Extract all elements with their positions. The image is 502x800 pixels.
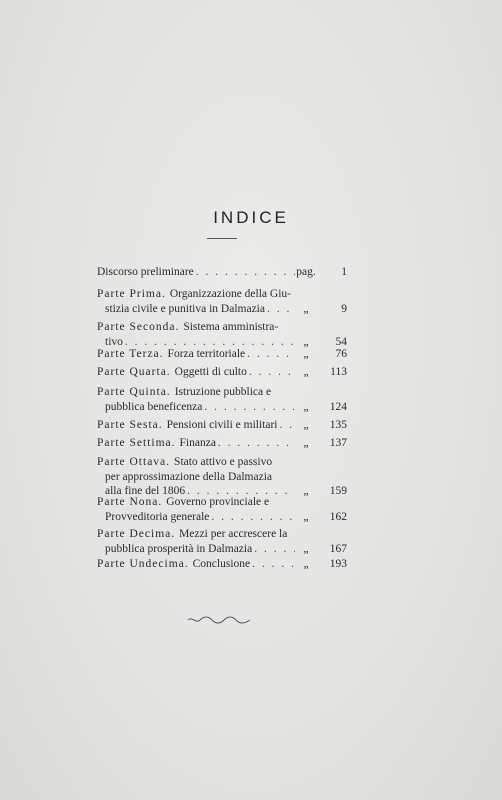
dot-leader (247, 365, 295, 380)
toc-entry-text: stizia civile e punitiva in Dalmazia (105, 302, 265, 315)
toc-entry-text: Mezzi per accrescere la (179, 528, 288, 540)
toc-ditto: „ (303, 437, 309, 449)
title-rule (207, 238, 237, 239)
toc-part-label: Parte Undecima. (97, 558, 189, 570)
toc-entry-text: Discorso preliminare (97, 266, 194, 278)
toc-part-label: Parte Quinta. (97, 386, 171, 398)
toc-entry-text: Sistema amministra- (183, 321, 279, 333)
toc-entry (97, 557, 347, 572)
toc-page-number: 159 (329, 485, 347, 497)
toc-page-number: 54 (335, 335, 347, 348)
toc-entry-text: Finanza (179, 437, 216, 449)
toc-entry-text: tivo (105, 335, 123, 348)
toc-part-label: Parte Ottava. (97, 456, 171, 468)
toc-ditto: pag. (296, 266, 316, 278)
toc-part-label: Parte Nona. (97, 496, 163, 508)
toc-entry-text: Provveditoria generale (105, 510, 210, 523)
toc-entry (97, 385, 347, 414)
toc-part-label: Parte Quarta. (97, 366, 171, 378)
toc-entry-text: pubblica beneficenza (105, 400, 203, 413)
toc-entry (97, 418, 347, 433)
toc-page-number: 124 (329, 400, 347, 413)
dot-leader (216, 436, 295, 451)
toc-part-label: Parte Sesta. (97, 419, 163, 431)
dot-leader (252, 542, 295, 557)
toc-ditto: „ (303, 542, 309, 555)
dot-leader (250, 557, 295, 572)
toc-page-number: 113 (330, 366, 347, 378)
toc-entry (97, 527, 347, 556)
toc-entry-text: Istruzione pubblica e (174, 386, 272, 398)
toc-entry-text: Conclusione (192, 558, 251, 570)
toc-entry-text: Pensioni civili e militari (166, 419, 278, 431)
dot-leader (245, 347, 295, 362)
toc-entry-text: Forza territoriale (167, 348, 246, 360)
toc-ditto: „ (303, 335, 309, 348)
toc-entry-text: Organizzazione della Giu- (169, 288, 291, 300)
toc-entry-text: Oggetti di culto (174, 366, 247, 378)
toc-page-number: 1 (341, 266, 347, 278)
toc-part-label: Parte Prima. (97, 288, 166, 300)
toc-entry-text: Stato attivo e passivo (174, 456, 273, 468)
toc-entry (97, 365, 347, 380)
toc-entry-text: pubblica prosperità in Dalmazia (105, 542, 253, 555)
toc-entry (97, 265, 347, 280)
toc-entry-text: per approssimazione della Dalmazia (105, 470, 272, 483)
toc-entry (97, 495, 347, 524)
toc-entry (97, 436, 347, 451)
ornament-fleuron (186, 614, 252, 626)
toc-entry (97, 287, 347, 316)
dot-leader (194, 265, 295, 280)
page-title: INDICE (213, 208, 289, 227)
toc-entry (97, 320, 347, 349)
dot-leader (202, 400, 295, 415)
toc-ditto: „ (303, 558, 309, 570)
dot-leader (278, 418, 296, 433)
toc-ditto: „ (303, 485, 309, 497)
toc-ditto: „ (303, 419, 309, 431)
toc-page-number: 167 (329, 542, 347, 555)
toc-part-label: Parte Seconda. (97, 321, 180, 333)
toc-part-label: Parte Settima. (97, 437, 176, 449)
toc-ditto: „ (303, 348, 309, 360)
toc-page-number: 135 (329, 419, 347, 431)
toc-page-number: 76 (335, 348, 347, 360)
toc-ditto: „ (303, 510, 309, 523)
toc-ditto: „ (303, 366, 309, 378)
toc-page-number: 193 (329, 558, 347, 570)
toc-ditto: „ (303, 302, 309, 315)
toc-entry (97, 455, 347, 499)
dot-leader (209, 510, 295, 525)
toc-page-number: 137 (329, 437, 347, 449)
toc-part-label: Parte Decima. (97, 528, 176, 540)
toc-ditto: „ (303, 400, 309, 413)
toc-page-number: 9 (341, 302, 347, 315)
toc-entry-text: alla fine del 1806 (105, 485, 186, 497)
toc-entry (97, 347, 347, 362)
dot-leader (265, 302, 295, 317)
toc-part-label: Parte Terza. (97, 348, 164, 360)
toc-page-number: 162 (329, 510, 347, 523)
toc-entry-text: Governo provinciale e (166, 496, 270, 508)
